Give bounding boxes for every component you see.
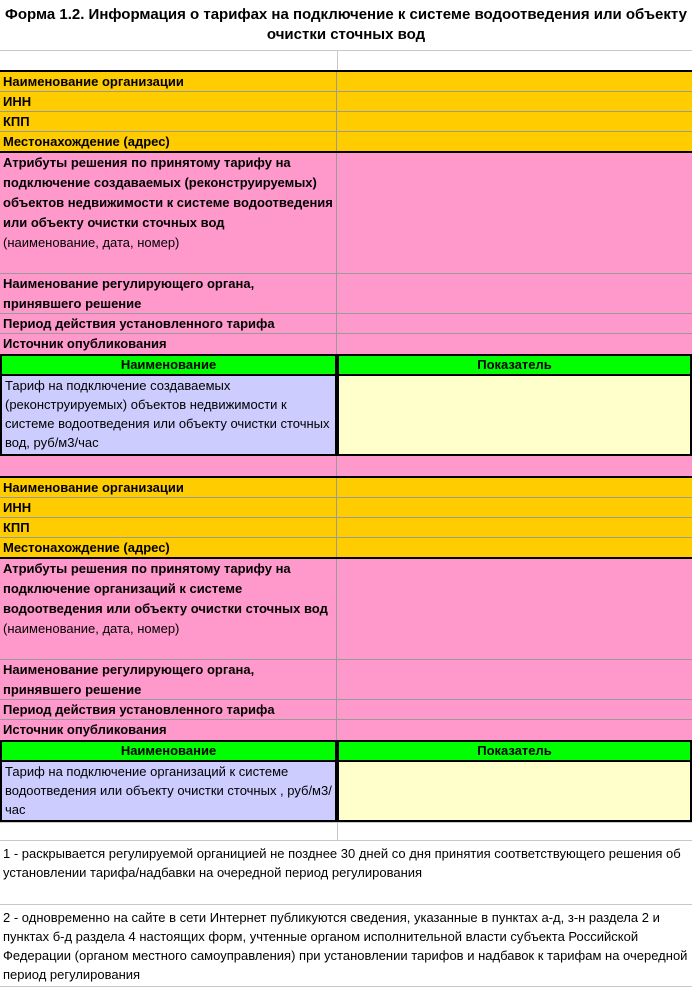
label-source-2: Источник опубликования: [0, 720, 337, 740]
spacer-left: [0, 456, 337, 476]
label-period-2: Период действия установленного тарифа: [0, 700, 337, 719]
label-regulator: Наименование регулирующего органа, принявшего решение: [0, 274, 337, 313]
value-source-2[interactable]: [337, 720, 692, 740]
label-decision-attrs-2: [0, 559, 337, 659]
value-decision-attrs-2[interactable]: [337, 559, 692, 659]
value-address-2[interactable]: [337, 538, 692, 557]
row-regulator: [0, 273, 692, 313]
decision-attrs-text: Атрибуты решения по принятому тарифу на подключение создаваемых (реконструируемых) объектов недвижимости к системе водоотведения или объекту очистки сточных вод: [3, 155, 333, 230]
value-regulator-2[interactable]: [337, 660, 692, 699]
label-regulator-2: Наименование регулирующего органа, принявшего решение: [0, 660, 337, 699]
row-address-2: [0, 537, 692, 559]
label-inn: ИНН: [0, 92, 337, 111]
label-decision-attrs: [0, 153, 337, 273]
label-source: Источник опубликования: [0, 334, 337, 354]
header-name: Наименование: [0, 354, 337, 376]
value-regulator[interactable]: [337, 274, 692, 313]
table-header-2: [0, 740, 692, 762]
value-period-2[interactable]: [337, 700, 692, 719]
form-title: Форма 1.2. Информация о тарифах на подключение к системе водоотведения или объекту очистки сточных вод: [5, 6, 687, 43]
label-kpp: КПП: [0, 112, 337, 131]
label-address: Местонахождение (адрес): [0, 132, 337, 151]
footnote-1: 1 - раскрывается регулируемой органицией не позднее 30 дней со дня принятия соответствующего решения об установлении тарифа/надбавки на очередной период регулирования: [3, 846, 681, 880]
value-decision-attrs[interactable]: [337, 153, 692, 273]
value-kpp-2[interactable]: [337, 518, 692, 537]
row-org-name: [0, 70, 692, 91]
value-tariff[interactable]: [337, 376, 692, 456]
value-tariff-2[interactable]: [337, 762, 692, 822]
decision-attrs-hint-2: (наименование, дата, номер): [3, 621, 180, 636]
row-source-2: [0, 719, 692, 740]
value-period[interactable]: [337, 314, 692, 333]
value-inn-2[interactable]: [337, 498, 692, 517]
footnote-2: 2 - одновременно на сайте в сети Интернет публикуются сведения, указанные в пунктах а-д, з-н раздела 2 и пунктах б-д раздела 4 настоящих форм, учтенные органом исполнительной власти субъекта Российской Федерации (органом местного самоуправления) при установлении тарифов и надбавок к тарифам на очередной период регулирования: [3, 910, 688, 982]
label-tariff: Тариф на подключение создаваемых (реконструируемых) объектов недвижимости к системе водоотведения или объекту очистки сточных вод, руб/м3/час: [0, 376, 337, 456]
row-spacer: [0, 456, 692, 476]
row-inn-2: [0, 497, 692, 517]
header-name-2: Наименование: [0, 740, 337, 762]
row-source: [0, 333, 692, 354]
row-kpp-2: [0, 517, 692, 537]
label-period: Период действия установленного тарифа: [0, 314, 337, 333]
row-period: [0, 313, 692, 333]
row-period-2: [0, 699, 692, 719]
row-address: [0, 131, 692, 153]
row-org-name-2: [0, 476, 692, 497]
row-regulator-2: [0, 659, 692, 699]
decision-attrs-text-2: Атрибуты решения по принятому тарифу на подключение организаций к системе водоотведения или объекту очистки сточных вод: [3, 561, 328, 616]
value-org-name[interactable]: [337, 72, 692, 91]
value-org-name-2[interactable]: [337, 478, 692, 497]
label-org-name-2: Наименование организации: [0, 478, 337, 497]
row-inn: [0, 91, 692, 111]
value-source[interactable]: [337, 334, 692, 354]
value-address[interactable]: [337, 132, 692, 151]
label-address-2: Местонахождение (адрес): [0, 538, 337, 557]
header-value: Показатель: [337, 354, 692, 376]
label-kpp-2: КПП: [0, 518, 337, 537]
label-inn-2: ИНН: [0, 498, 337, 517]
row-decision-attrs-2: [0, 559, 692, 659]
label-org-name: Наименование организации: [0, 72, 337, 91]
row-decision-attrs: [0, 153, 692, 273]
row-tariff: [0, 376, 692, 456]
row-tariff-2: [0, 762, 692, 822]
label-tariff-2: Тариф на подключение организаций к системе водоотведения или объекту очистки сточных , руб/м3/час: [0, 762, 337, 822]
row-kpp: [0, 111, 692, 131]
header-value-2: Показатель: [337, 740, 692, 762]
value-kpp[interactable]: [337, 112, 692, 131]
decision-attrs-hint: (наименование, дата, номер): [3, 235, 180, 250]
table-header: [0, 354, 692, 376]
value-inn[interactable]: [337, 92, 692, 111]
